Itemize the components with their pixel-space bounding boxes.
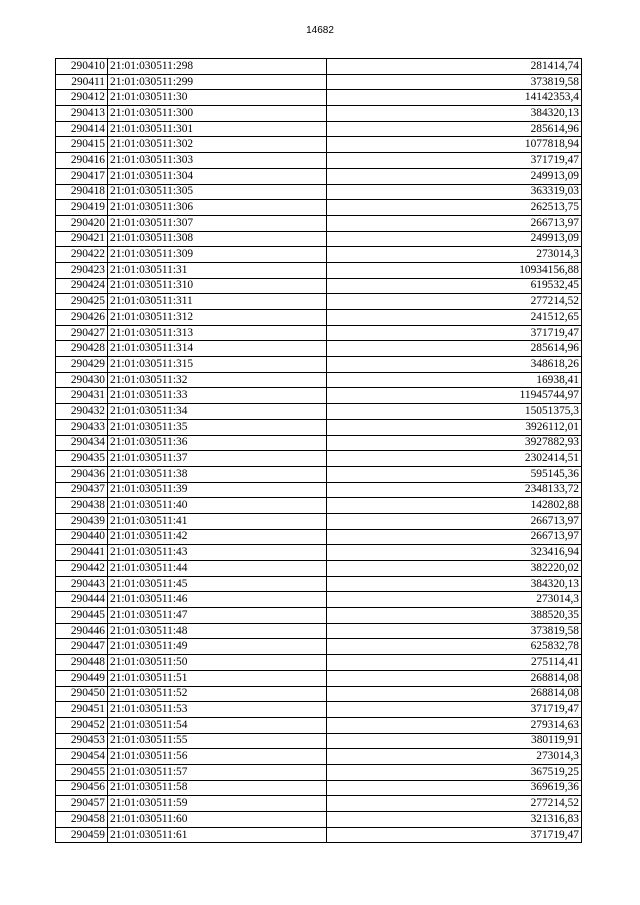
record-number-cell: 290423 (56, 262, 108, 278)
cadastral-number-cell: 21:01:030511:37 (108, 451, 327, 467)
record-number-cell: 290415 (56, 137, 108, 153)
cadastral-value-cell: 281414,74 (327, 59, 582, 75)
cadastral-value-cell: 14142353,4 (327, 90, 582, 106)
table-row (56, 733, 582, 749)
cadastral-value-cell: 279314,63 (327, 717, 582, 733)
cadastral-value-cell: 275114,41 (327, 655, 582, 671)
cadastral-number-cell: 21:01:030511:53 (108, 702, 327, 718)
table-row (56, 74, 582, 90)
cadastral-number-cell: 21:01:030511:35 (108, 419, 327, 435)
cadastral-value-cell: 384320,13 (327, 576, 582, 592)
cadastral-number-cell: 21:01:030511:56 (108, 749, 327, 765)
cadastral-value-cell: 3926112,01 (327, 419, 582, 435)
cadastral-value-cell: 321316,83 (327, 812, 582, 828)
table-row (56, 247, 582, 263)
cadastral-number-cell: 21:01:030511:302 (108, 137, 327, 153)
record-number-cell: 290412 (56, 90, 108, 106)
table-row (56, 262, 582, 278)
table-row (56, 435, 582, 451)
cadastral-value-cell: 363319,03 (327, 184, 582, 200)
table-row (56, 780, 582, 796)
cadastral-value-cell: 371719,47 (327, 153, 582, 169)
cadastral-number-cell: 21:01:030511:54 (108, 717, 327, 733)
cadastral-value-cell: 371719,47 (327, 702, 582, 718)
table-row (56, 498, 582, 514)
cadastral-number-cell: 21:01:030511:39 (108, 482, 327, 498)
record-number-cell: 290424 (56, 278, 108, 294)
table-row (56, 764, 582, 780)
table-row (56, 545, 582, 561)
record-number-cell: 290411 (56, 74, 108, 90)
cadastral-number-cell: 21:01:030511:38 (108, 466, 327, 482)
record-number-cell: 290413 (56, 106, 108, 122)
cadastral-value-cell: 277214,52 (327, 796, 582, 812)
cadastral-value-cell: 595145,36 (327, 466, 582, 482)
table-row (56, 168, 582, 184)
cadastral-number-cell: 21:01:030511:30 (108, 90, 327, 106)
cadastral-value-cell: 273014,3 (327, 592, 582, 608)
cadastral-number-cell: 21:01:030511:36 (108, 435, 327, 451)
record-number-cell: 290432 (56, 404, 108, 420)
table-row (56, 608, 582, 624)
record-number-cell: 290443 (56, 576, 108, 592)
cadastral-value-cell: 266713,97 (327, 513, 582, 529)
cadastral-value-cell: 266713,97 (327, 529, 582, 545)
record-number-cell: 290428 (56, 341, 108, 357)
table-row (56, 561, 582, 577)
record-number-cell: 290457 (56, 796, 108, 812)
cadastral-value-cell: 273014,3 (327, 247, 582, 263)
cadastral-value-cell: 382220,02 (327, 561, 582, 577)
cadastral-number-cell: 21:01:030511:34 (108, 404, 327, 420)
record-number-cell: 290436 (56, 466, 108, 482)
table-row (56, 702, 582, 718)
cadastral-value-cell: 388520,35 (327, 608, 582, 624)
table-row (56, 325, 582, 341)
table-row (56, 686, 582, 702)
cadastral-number-cell: 21:01:030511:51 (108, 670, 327, 686)
table-row (56, 529, 582, 545)
cadastral-value-cell: 273014,3 (327, 749, 582, 765)
record-number-cell: 290442 (56, 561, 108, 577)
record-number-cell: 290438 (56, 498, 108, 514)
table-row (56, 451, 582, 467)
cadastral-number-cell: 21:01:030511:311 (108, 294, 327, 310)
table-row (56, 576, 582, 592)
cadastral-value-cell: 619532,45 (327, 278, 582, 294)
cadastral-value-cell: 2302414,51 (327, 451, 582, 467)
cadastral-number-cell: 21:01:030511:44 (108, 561, 327, 577)
cadastral-number-cell: 21:01:030511:310 (108, 278, 327, 294)
cadastral-value-cell: 2348133,72 (327, 482, 582, 498)
cadastral-number-cell: 21:01:030511:308 (108, 231, 327, 247)
table-row (56, 310, 582, 326)
cadastral-number-cell: 21:01:030511:46 (108, 592, 327, 608)
table-row (56, 278, 582, 294)
cadastral-value-cell: 323416,94 (327, 545, 582, 561)
cadastral-number-cell: 21:01:030511:41 (108, 513, 327, 529)
record-number-cell: 290441 (56, 545, 108, 561)
cadastral-value-cell: 369619,36 (327, 780, 582, 796)
record-number-cell: 290458 (56, 812, 108, 828)
cadastral-value-cell: 241512,65 (327, 310, 582, 326)
table-row (56, 153, 582, 169)
cadastral-value-cell: 249913,09 (327, 168, 582, 184)
cadastral-value-cell: 249913,09 (327, 231, 582, 247)
cadastral-number-cell: 21:01:030511:57 (108, 764, 327, 780)
cadastral-number-cell: 21:01:030511:49 (108, 639, 327, 655)
cadastral-number-cell: 21:01:030511:61 (108, 827, 327, 843)
cadastral-value-cell: 384320,13 (327, 106, 582, 122)
table-row (56, 341, 582, 357)
page-number: 14682 (306, 25, 334, 36)
record-number-cell: 290439 (56, 513, 108, 529)
cadastral-number-cell: 21:01:030511:43 (108, 545, 327, 561)
cadastral-value-cell: 371719,47 (327, 827, 582, 843)
cadastral-value-cell: 262513,75 (327, 200, 582, 216)
cadastral-value-cell: 16938,41 (327, 372, 582, 388)
record-number-cell: 290455 (56, 764, 108, 780)
table-row (56, 106, 582, 122)
cadastral-number-cell: 21:01:030511:314 (108, 341, 327, 357)
table-row (56, 482, 582, 498)
cadastral-number-cell: 21:01:030511:48 (108, 623, 327, 639)
cadastral-number-cell: 21:01:030511:50 (108, 655, 327, 671)
table-row (56, 639, 582, 655)
cadastral-value-cell: 3927882,93 (327, 435, 582, 451)
record-number-cell: 290419 (56, 200, 108, 216)
table-row (56, 404, 582, 420)
table-row (56, 812, 582, 828)
table-row (56, 121, 582, 137)
table-row (56, 372, 582, 388)
cadastral-number-cell: 21:01:030511:40 (108, 498, 327, 514)
record-number-cell: 290429 (56, 357, 108, 373)
cadastral-value-cell: 625832,78 (327, 639, 582, 655)
record-number-cell: 290437 (56, 482, 108, 498)
table-row (56, 749, 582, 765)
cadastral-number-cell: 21:01:030511:31 (108, 262, 327, 278)
cadastral-value-cell: 1077818,94 (327, 137, 582, 153)
cadastral-value-cell: 380119,91 (327, 733, 582, 749)
record-number-cell: 290446 (56, 623, 108, 639)
table-row (56, 388, 582, 404)
table-row (56, 59, 582, 75)
cadastral-number-cell: 21:01:030511:52 (108, 686, 327, 702)
cadastral-value-cell: 348618,26 (327, 357, 582, 373)
cadastral-number-cell: 21:01:030511:60 (108, 812, 327, 828)
table-row (56, 827, 582, 843)
record-number-cell: 290418 (56, 184, 108, 200)
cadastral-number-cell: 21:01:030511:32 (108, 372, 327, 388)
record-number-cell: 290427 (56, 325, 108, 341)
table-row (56, 717, 582, 733)
record-number-cell: 290417 (56, 168, 108, 184)
record-number-cell: 290451 (56, 702, 108, 718)
cadastral-number-cell: 21:01:030511:55 (108, 733, 327, 749)
cadastral-number-cell: 21:01:030511:299 (108, 74, 327, 90)
record-number-cell: 290447 (56, 639, 108, 655)
cadastral-value-cell: 266713,97 (327, 215, 582, 231)
cadastral-value-cell: 11945744,97 (327, 388, 582, 404)
record-number-cell: 290430 (56, 372, 108, 388)
cadastral-number-cell: 21:01:030511:305 (108, 184, 327, 200)
cadastral-number-cell: 21:01:030511:33 (108, 388, 327, 404)
table-row (56, 466, 582, 482)
record-number-cell: 290414 (56, 121, 108, 137)
table-row (56, 90, 582, 106)
record-number-cell: 290425 (56, 294, 108, 310)
cadastral-number-cell: 21:01:030511:300 (108, 106, 327, 122)
table-row (56, 294, 582, 310)
cadastral-number-cell: 21:01:030511:47 (108, 608, 327, 624)
cadastral-number-cell: 21:01:030511:309 (108, 247, 327, 263)
cadastral-value-cell: 371719,47 (327, 325, 582, 341)
cadastral-value-cell: 367519,25 (327, 764, 582, 780)
record-number-cell: 290444 (56, 592, 108, 608)
record-number-cell: 290420 (56, 215, 108, 231)
table-row (56, 670, 582, 686)
table-row (56, 231, 582, 247)
cadastral-value-cell: 285614,96 (327, 341, 582, 357)
cadastral-number-cell: 21:01:030511:312 (108, 310, 327, 326)
cadastral-number-cell: 21:01:030511:307 (108, 215, 327, 231)
record-number-cell: 290421 (56, 231, 108, 247)
record-number-cell: 290422 (56, 247, 108, 263)
cadastral-number-cell: 21:01:030511:58 (108, 780, 327, 796)
table-row (56, 200, 582, 216)
cadastral-value-cell: 268814,08 (327, 670, 582, 686)
cadastral-number-cell: 21:01:030511:42 (108, 529, 327, 545)
record-number-cell: 290448 (56, 655, 108, 671)
table-row (56, 655, 582, 671)
record-number-cell: 290459 (56, 827, 108, 843)
table-row (56, 419, 582, 435)
table-row (56, 623, 582, 639)
record-number-cell: 290435 (56, 451, 108, 467)
record-number-cell: 290450 (56, 686, 108, 702)
record-number-cell: 290445 (56, 608, 108, 624)
table-body (56, 59, 582, 843)
record-number-cell: 290431 (56, 388, 108, 404)
cadastral-value-cell: 15051375,3 (327, 404, 582, 420)
cadastral-value-cell: 142802,88 (327, 498, 582, 514)
cadastral-value-cell: 373819,58 (327, 74, 582, 90)
cadastral-number-cell: 21:01:030511:303 (108, 153, 327, 169)
record-number-cell: 290433 (56, 419, 108, 435)
cadastral-number-cell: 21:01:030511:298 (108, 59, 327, 75)
record-number-cell: 290440 (56, 529, 108, 545)
record-number-cell: 290452 (56, 717, 108, 733)
record-number-cell: 290410 (56, 59, 108, 75)
cadastral-number-cell: 21:01:030511:301 (108, 121, 327, 137)
record-number-cell: 290434 (56, 435, 108, 451)
cadastral-value-cell: 277214,52 (327, 294, 582, 310)
table-row (56, 513, 582, 529)
cadastral-number-cell: 21:01:030511:313 (108, 325, 327, 341)
cadastral-value-table (55, 58, 582, 843)
table-row (56, 184, 582, 200)
cadastral-number-cell: 21:01:030511:45 (108, 576, 327, 592)
table-row (56, 357, 582, 373)
record-number-cell: 290456 (56, 780, 108, 796)
record-number-cell: 290449 (56, 670, 108, 686)
cadastral-value-cell: 10934156,88 (327, 262, 582, 278)
record-number-cell: 290416 (56, 153, 108, 169)
cadastral-value-cell: 373819,58 (327, 623, 582, 639)
record-number-cell: 290426 (56, 310, 108, 326)
cadastral-number-cell: 21:01:030511:59 (108, 796, 327, 812)
cadastral-value-cell: 268814,08 (327, 686, 582, 702)
cadastral-number-cell: 21:01:030511:306 (108, 200, 327, 216)
table-row (56, 215, 582, 231)
table-row (56, 796, 582, 812)
cadastral-number-cell: 21:01:030511:304 (108, 168, 327, 184)
table-row (56, 592, 582, 608)
record-number-cell: 290454 (56, 749, 108, 765)
record-number-cell: 290453 (56, 733, 108, 749)
table-row (56, 137, 582, 153)
cadastral-number-cell: 21:01:030511:315 (108, 357, 327, 373)
cadastral-value-cell: 285614,96 (327, 121, 582, 137)
